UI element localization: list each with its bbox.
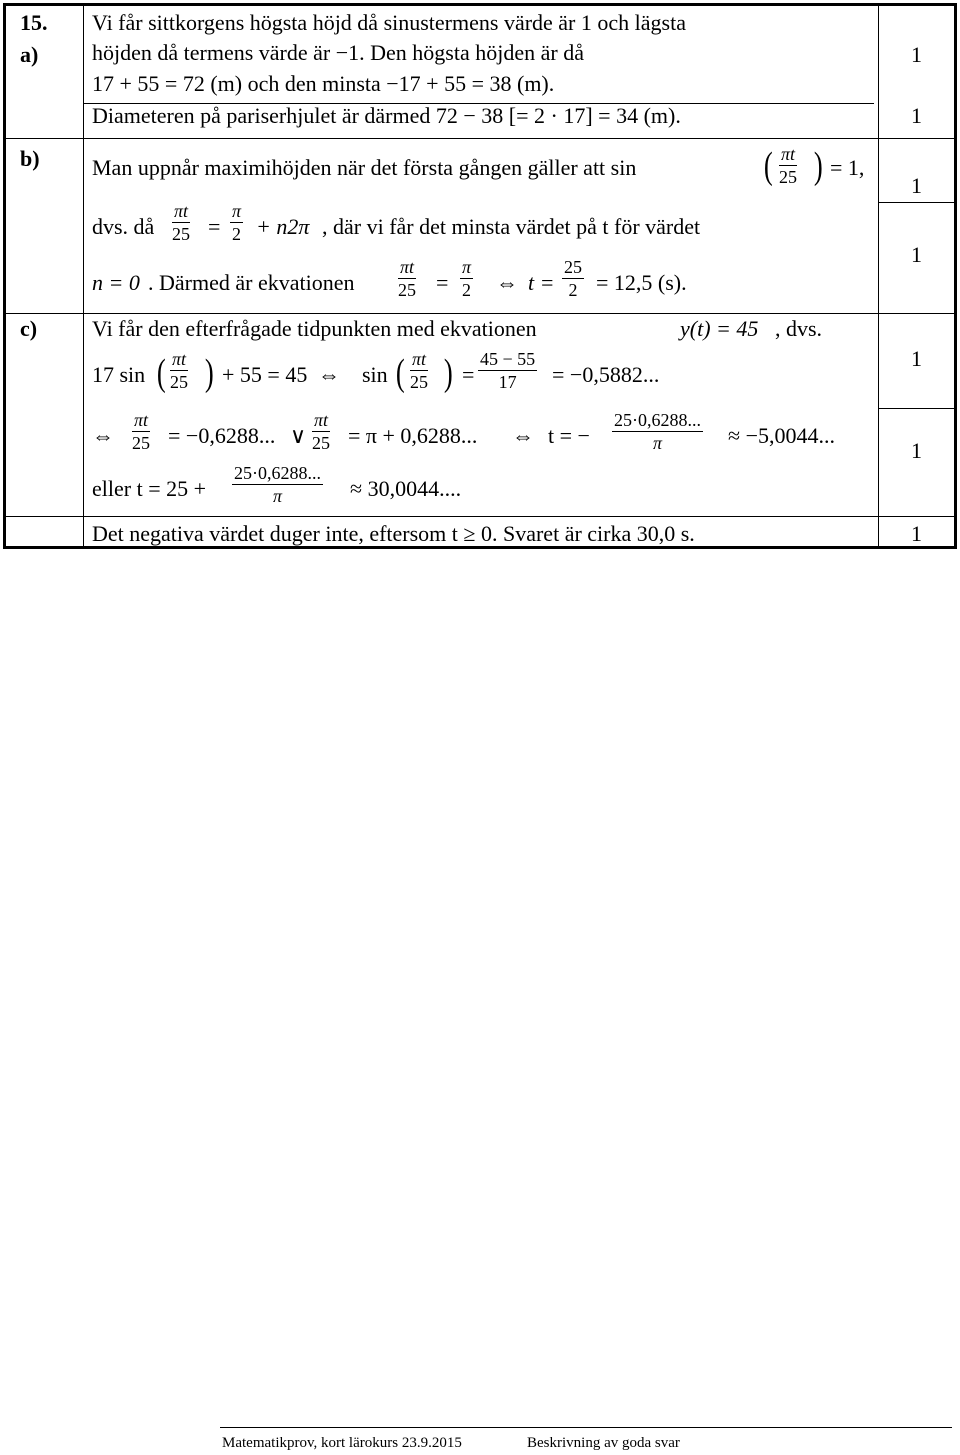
- c-line-4-b: ≈ 30,0044....: [350, 476, 462, 501]
- frac-numerator: π: [462, 257, 472, 277]
- c-line-3-d: ≈ −5,0044...: [728, 423, 835, 448]
- c-line-1-eq: y(t) = 45: [680, 316, 759, 341]
- frac-denominator: 25: [172, 224, 191, 244]
- a-line-3: 17 + 55 = 72 (m) och den minsta −17 + 55 = 38 (m).: [92, 71, 555, 96]
- b-line-1-text: Man uppnår maximihöjden när det första gången gäller att sin: [92, 155, 637, 180]
- c-line-3-b: = π + 0,6288...: [348, 423, 478, 448]
- b-frac-25-2: [562, 258, 584, 299]
- frac-numerator: πt: [134, 410, 149, 430]
- frac-numerator: 25·0,6288...: [614, 410, 701, 430]
- points-divider-c1: [878, 408, 954, 409]
- row-divider-bc: [6, 313, 954, 314]
- b-frac-pit-25: [779, 145, 797, 186]
- frac-numerator: πt: [174, 201, 189, 221]
- frac-numerator: πt: [400, 257, 415, 277]
- c-or: ∨: [290, 423, 307, 448]
- a-point-2: 1: [911, 103, 922, 128]
- c-frac-pit-25-3: [132, 411, 150, 452]
- c-paren-close-2: ): [443, 352, 453, 394]
- b-eq-2: =: [436, 270, 449, 295]
- a-line-1: Vi får sittkorgens högsta höjd då sinustermens värde är 1 och lägsta: [92, 10, 686, 35]
- frac-denominator: 2: [232, 224, 242, 244]
- frac-denominator: 2: [462, 280, 472, 300]
- b-line-2-start: dvs. då: [92, 214, 155, 239]
- frac-numerator: 25: [564, 257, 582, 277]
- b-line-3-text: . Därmed är ekvationen: [148, 270, 355, 295]
- frac-denominator: π: [272, 486, 283, 506]
- b-equiv-1: ⇔: [496, 270, 518, 295]
- b-paren-close: ): [813, 145, 823, 187]
- c-paren-open-1: (: [156, 352, 166, 394]
- label-column-divider: [83, 6, 84, 546]
- b-paren-open: (: [763, 145, 773, 187]
- frac-denominator: 25: [779, 167, 798, 187]
- c-line-3-c: t = −: [548, 423, 590, 448]
- c-line-2-d: = −0,5882...: [552, 362, 660, 387]
- frac-numerator: π: [232, 201, 242, 221]
- b-frac-pit-25-3: [398, 258, 416, 299]
- b-t-eq: t =: [528, 270, 555, 295]
- label-b: b): [20, 146, 40, 171]
- points-divider-b1: [878, 202, 954, 203]
- frac-denominator: 25: [312, 433, 331, 453]
- b-line-3-start: n = 0: [92, 270, 140, 295]
- c-line-3-a: = −0,6288...: [168, 423, 276, 448]
- c-line-2-a: 17 sin: [92, 362, 146, 387]
- c-paren-open-2: (: [395, 352, 405, 394]
- c-point-2: 1: [911, 438, 922, 463]
- b-line-3-end: = 12,5 (s).: [596, 270, 687, 295]
- frac-denominator: 17: [498, 372, 517, 392]
- points-column-divider: [878, 6, 879, 546]
- a-line-2: höjden då termens värde är −1. Den högsta höjden är då: [92, 40, 584, 65]
- c-equiv-1: ⇔: [318, 362, 340, 387]
- c-equiv-2: ⇔: [92, 423, 114, 448]
- b-line-2-end: , där vi får det minsta värdet på t för värdet: [322, 214, 701, 239]
- c-frac-pit-25-2: [410, 350, 428, 391]
- b-frac-pit-25-2: [172, 202, 190, 243]
- c-frac-45-55-17: [478, 350, 537, 391]
- b-frac-pi-2: [230, 202, 243, 243]
- c-eq-1: =: [462, 362, 475, 387]
- b-frac-pi-2-2: [460, 258, 473, 299]
- frac-denominator: 25: [410, 372, 429, 392]
- footer-rule: [220, 1427, 952, 1428]
- frac-numerator: πt: [314, 410, 329, 430]
- b-point-1: 1: [911, 173, 922, 198]
- a-point-1: 1: [911, 42, 922, 67]
- frac-denominator: 25: [398, 280, 417, 300]
- c-line-2-b: + 55 = 45: [222, 362, 308, 387]
- b-line-1-end: = 1,: [830, 155, 865, 180]
- c-line-5: Det negativa värdet duger inte, eftersom t ≥ 0. Svaret är cirka 30,0 s.: [92, 521, 695, 546]
- c-frac-25-06288-pi: [612, 411, 703, 452]
- frac-numerator: πt: [412, 349, 427, 369]
- frac-numerator: πt: [172, 349, 187, 369]
- c-line-1-end: , dvs.: [775, 316, 823, 341]
- frac-denominator: 25: [132, 433, 151, 453]
- b-point-2: 1: [911, 242, 922, 267]
- frac-denominator: π: [652, 433, 663, 453]
- c-point-3: 1: [911, 521, 922, 546]
- c-frac-pit-25-4: [312, 411, 330, 452]
- row-divider-final: [6, 516, 954, 517]
- frac-numerator: 25·0,6288...: [234, 463, 321, 483]
- c-line-2-c: sin: [362, 362, 388, 387]
- c-point-1: 1: [911, 346, 922, 371]
- row-divider-ab: [6, 138, 954, 139]
- footer-left: Matematikprov, kort lärokurs 23.9.2015: [222, 1435, 462, 1451]
- c-paren-close-1: ): [204, 352, 214, 394]
- frac-denominator: 25: [170, 372, 189, 392]
- label-a: a): [20, 42, 39, 67]
- a-line-4: Diameteren på pariserhjulet är därmed 72 − 38 [= 2 · 17] = 34 (m).: [92, 103, 681, 128]
- b-line-2-mid: + n2π: [256, 214, 310, 239]
- footer-right: Beskrivning av goda svar: [527, 1435, 680, 1451]
- problem-number: 15.: [20, 10, 48, 35]
- frac-numerator: 45 − 55: [480, 349, 536, 369]
- c-frac-pit-25-1: [170, 350, 188, 391]
- c-line-1: Vi får den efterfrågade tidpunkten med ekvationen: [92, 316, 537, 341]
- c-line-4-a: eller t = 25 +: [92, 476, 207, 501]
- frac-numerator: πt: [781, 144, 796, 164]
- frac-denominator: 2: [568, 280, 578, 300]
- b-eq-1: =: [208, 214, 221, 239]
- c-equiv-3: ⇔: [512, 423, 534, 448]
- label-c: c): [20, 316, 38, 341]
- c-frac-25-06288-pi-2: [232, 464, 323, 505]
